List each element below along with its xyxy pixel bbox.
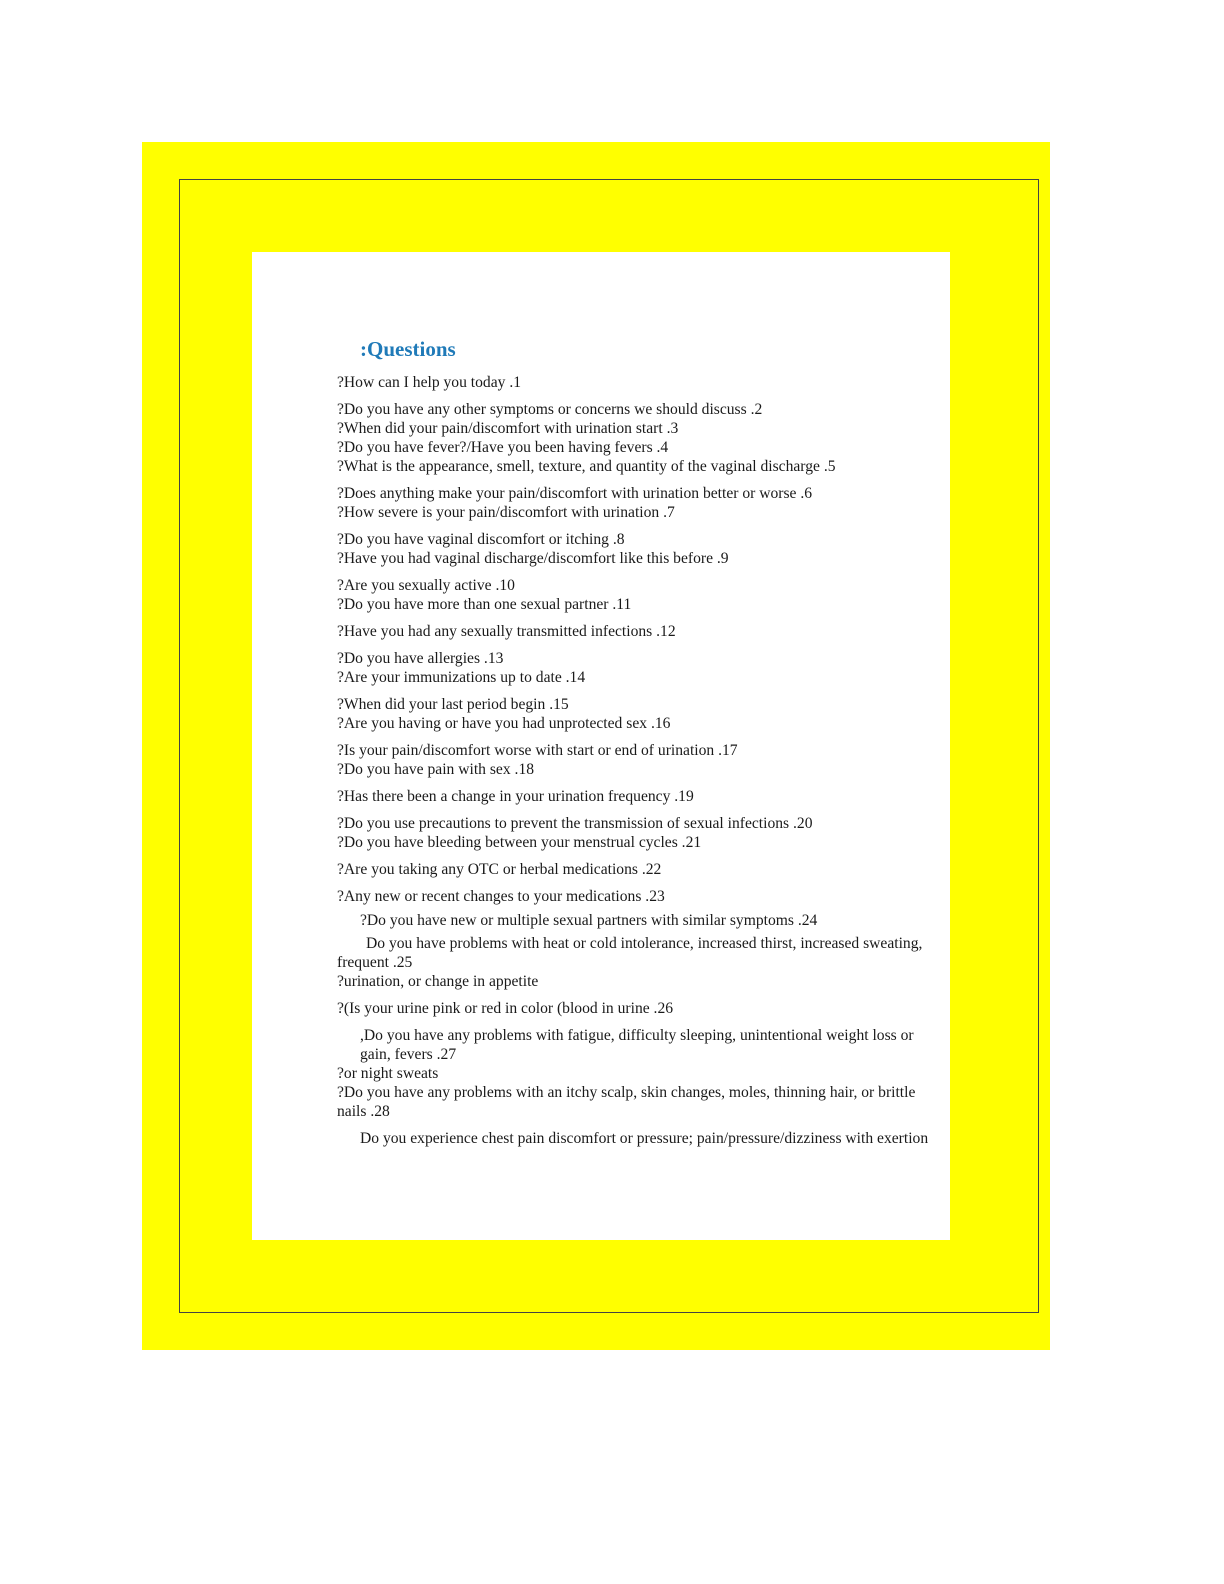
question-line: ?When did your pain/discomfort with urination start .3 <box>337 420 679 437</box>
question-line: ?Do you use precautions to prevent the transmission of sexual infections .20 <box>337 815 813 832</box>
question-line: ,Do you have any problems with fatigue, difficulty sleeping, unintentional weight loss or <box>360 1027 914 1044</box>
question-line: ?Do you have new or multiple sexual partners with similar symptoms .24 <box>360 912 818 929</box>
question-line: ?Does anything make your pain/discomfort with urination better or worse .6 <box>337 485 813 502</box>
question-line: ?Has there been a change in your urination frequency .19 <box>337 788 694 805</box>
question-line: ?Have you had any sexually transmitted infections .12 <box>337 623 676 640</box>
question-line: ?Have you had vaginal discharge/discomfort like this before .9 <box>337 550 729 567</box>
question-line: ?Do you have more than one sexual partner .11 <box>337 596 632 613</box>
question-line: ?Is your pain/discomfort worse with start or end of urination .17 <box>337 742 738 759</box>
question-line: ?Do you have any other symptoms or concerns we should discuss .2 <box>337 401 763 418</box>
question-line: ?Are you having or have you had unprotected sex .16 <box>337 715 671 732</box>
question-line: ?Do you have fever?/Have you been having fevers .4 <box>337 439 669 456</box>
question-line: ?Are you sexually active .10 <box>337 577 515 594</box>
question-line: ?Any new or recent changes to your medications .23 <box>337 888 665 905</box>
question-line: Do you have problems with heat or cold intolerance, increased thirst, increased sweating, <box>366 935 923 952</box>
question-line: ?How can I help you today .1 <box>337 374 522 391</box>
question-line: frequent .25 <box>337 954 413 971</box>
question-line: ?Are your immunizations up to date .14 <box>337 669 586 686</box>
question-line: ?What is the appearance, smell, texture, and quantity of the vaginal discharge .5 <box>337 458 836 475</box>
question-line: ?How severe is your pain/discomfort with urination .7 <box>337 504 675 521</box>
question-line: ?Do you have any problems with an itchy scalp, skin changes, moles, thinning hair, or brittle <box>337 1084 916 1101</box>
question-line: nails .28 <box>337 1103 390 1120</box>
question-line: ?When did your last period begin .15 <box>337 696 569 713</box>
question-line: ?Do you have vaginal discomfort or itching .8 <box>337 531 625 548</box>
question-line: Do you experience chest pain discomfort or pressure; pain/pressure/dizziness with exertion <box>360 1130 929 1147</box>
question-line: ?or night sweats <box>337 1065 439 1082</box>
question-line: gain, fevers .27 <box>360 1046 457 1063</box>
question-line: ?Are you taking any OTC or herbal medications .22 <box>337 861 662 878</box>
question-line: ?Do you have pain with sex .18 <box>337 761 535 778</box>
question-line: ?(Is your urine pink or red in color (blood in urine .26 <box>337 1000 674 1017</box>
page-title: :Questions <box>360 337 456 361</box>
question-line: ?urination, or change in appetite <box>337 973 539 990</box>
question-line: ?Do you have bleeding between your menstrual cycles .21 <box>337 834 702 851</box>
question-line: ?Do you have allergies .13 <box>337 650 504 667</box>
